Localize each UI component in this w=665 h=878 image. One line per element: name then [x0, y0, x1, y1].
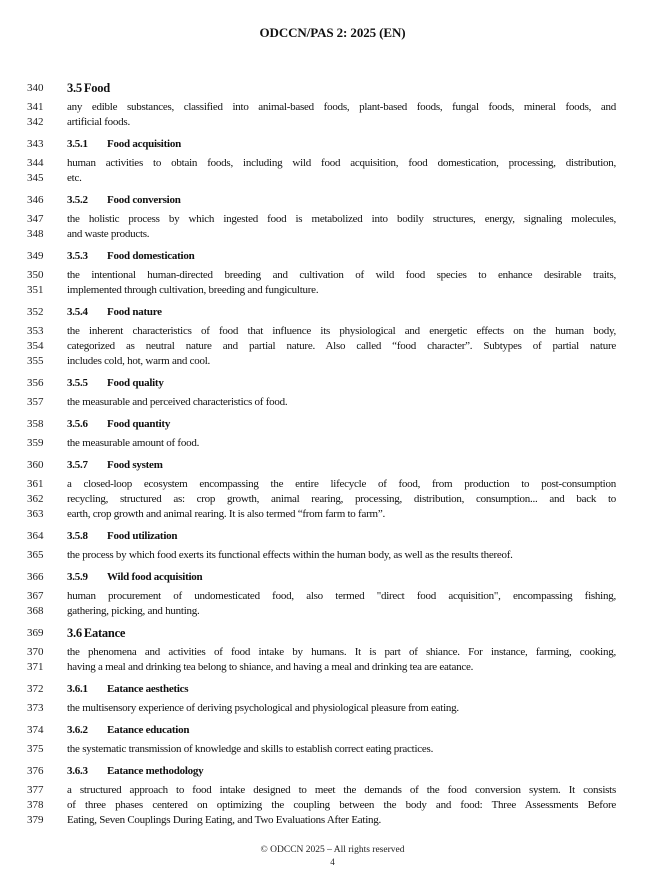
line-number: 362 [27, 493, 44, 505]
section-number: 3.5.4 [67, 306, 88, 318]
definition-paragraph [0, 589, 665, 623]
heading-text [67, 190, 616, 210]
section-number: 3.6.2 [67, 724, 88, 736]
line-number: 356 [27, 377, 44, 389]
paragraph-line: the process by which food exerts its functional effects within the human body, as well as the results thereof. [67, 549, 513, 561]
copyright-notice: © ODCCN 2025 – All rights reserved [260, 845, 405, 855]
line-number: 366 [27, 571, 44, 583]
term-heading [0, 761, 665, 783]
term-heading [0, 720, 665, 742]
line-number: 371 [27, 661, 44, 673]
heading-text [67, 455, 616, 475]
paragraph-line: and waste products. [67, 228, 150, 240]
line-number: 352 [27, 306, 44, 318]
section-heading [0, 623, 665, 645]
section-title: Food quantity [107, 418, 171, 430]
section-number: 3.5.6 [67, 418, 88, 430]
line-number: 365 [27, 549, 44, 561]
line-number: 375 [27, 743, 44, 755]
paragraph-line: etc. [67, 172, 82, 184]
line-number: 346 [27, 194, 44, 206]
heading-text [67, 679, 616, 699]
section-number: 3.5.5 [67, 377, 88, 389]
line-number: 345 [27, 172, 44, 184]
term-heading [0, 414, 665, 436]
paragraph-line: human procurement of undomesticated food, also termed "direct food acquisition", encompassing fishing, [67, 590, 616, 602]
heading-text [67, 720, 616, 740]
definition-paragraph [0, 742, 665, 761]
line-number: 350 [27, 269, 44, 281]
line-number: 358 [27, 418, 44, 430]
line-number: 379 [27, 814, 44, 826]
line-number: 363 [27, 508, 44, 520]
paragraph-line: the systematic transmission of knowledge and skills to establish correct eating practices. [67, 743, 434, 755]
paragraph-line: the measurable amount of food. [67, 437, 200, 449]
section-number: 3.6.1 [67, 683, 88, 695]
section-number: 3.5.3 [67, 250, 88, 262]
heading-text [67, 623, 616, 643]
line-number: 357 [27, 396, 44, 408]
paragraph-line: any edible substances, classified into animal-based foods, plant-based foods, fungal foods, mineral foods, and [67, 101, 616, 113]
definition-paragraph [0, 156, 665, 190]
line-number: 373 [27, 702, 44, 714]
line-number: 378 [27, 799, 44, 811]
definition-paragraph [0, 701, 665, 720]
paragraph-line: the measurable and perceived characteristics of food. [67, 396, 288, 408]
paragraph-line: Eating, Seven Couplings During Eating, and Two Evaluations After Eating. [67, 814, 382, 826]
page-footer [0, 845, 665, 867]
line-number: 341 [27, 101, 44, 113]
heading-text [67, 134, 616, 154]
line-number: 367 [27, 590, 44, 602]
term-heading [0, 190, 665, 212]
section-title: Wild food acquisition [107, 571, 203, 583]
section-number: 3.5.1 [67, 138, 88, 150]
section-title: Food utilization [107, 530, 178, 542]
definition-paragraph [0, 324, 665, 373]
paragraph-line: recycling, structured as: crop growth, animal rearing, processing, distribution, consumption... and back to [67, 493, 616, 505]
line-number: 370 [27, 646, 44, 658]
section-title: Eatance methodology [107, 765, 204, 777]
line-number: 374 [27, 724, 44, 736]
definition-paragraph [0, 783, 665, 832]
term-heading [0, 246, 665, 268]
definition-paragraph [0, 477, 665, 526]
line-number: 355 [27, 355, 44, 367]
term-heading [0, 567, 665, 589]
paragraph-line: human activities to obtain foods, including wild food acquisition, food domestication, processing, distribution, [67, 157, 616, 169]
section-heading [0, 78, 665, 100]
line-number: 368 [27, 605, 44, 617]
line-number: 347 [27, 213, 44, 225]
line-number: 359 [27, 437, 44, 449]
line-number: 361 [27, 478, 44, 490]
line-number: 377 [27, 784, 44, 796]
paragraph-line: the multisensory experience of deriving psychological and physiological pleasure from eating. [67, 702, 459, 714]
section-number: 3.5.2 [67, 194, 88, 206]
section-title: Food quality [107, 377, 164, 389]
heading-text [67, 761, 616, 781]
paragraph-line: the inherent characteristics of food that influence its physiological and energetic effects on the human body, [67, 325, 616, 337]
section-number: 3.5 [67, 81, 82, 95]
section-title: Eatance [83, 626, 126, 640]
paragraph-line: the intentional human-directed breeding and cultivation of wild food species to enhance desirable traits, [67, 269, 616, 281]
paragraph-line: having a meal and drinking tea belong to shiance, and having a meal and drinking tea are eatance. [67, 661, 474, 673]
line-number: 351 [27, 284, 44, 296]
paragraph-line: includes cold, hot, warm and cool. [67, 355, 211, 367]
section-number: 3.5.9 [67, 571, 88, 583]
section-title: Food domestication [107, 250, 195, 262]
term-heading [0, 526, 665, 548]
line-number: 376 [27, 765, 44, 777]
heading-text [67, 246, 616, 266]
term-heading [0, 134, 665, 156]
line-number: 340 [27, 82, 44, 94]
definition-paragraph [0, 268, 665, 302]
line-number: 343 [27, 138, 44, 150]
term-heading [0, 302, 665, 324]
definition-paragraph [0, 395, 665, 414]
line-number: 364 [27, 530, 44, 542]
heading-text [67, 567, 616, 587]
paragraph-line: categorized as neutral nature and partial nature. Also called “food character”. Subtypes of partial nature [67, 340, 616, 352]
heading-text [67, 414, 616, 434]
line-number: 354 [27, 340, 44, 352]
document-header: ODCCN/PAS 2: 2025 (EN) [259, 25, 406, 40]
document-body [0, 78, 665, 832]
paragraph-line: gathering, picking, and hunting. [67, 605, 200, 617]
section-title: Food conversion [107, 194, 181, 206]
page-number: 4 [330, 857, 335, 867]
term-heading [0, 679, 665, 701]
line-number: 369 [27, 627, 44, 639]
definition-paragraph [0, 436, 665, 455]
paragraph-line: a closed-loop ecosystem encompassing the entire lifecycle of food, from production to post-consumption [67, 478, 616, 490]
paragraph-line: of three phases centered on optimizing the coupling between the body and food: Three Assessments Before [67, 799, 616, 811]
line-number: 360 [27, 459, 44, 471]
line-number: 353 [27, 325, 44, 337]
heading-text [67, 526, 616, 546]
heading-text [67, 302, 616, 322]
definition-paragraph [0, 645, 665, 679]
paragraph-line: implemented through cultivation, breeding and fungiculture. [67, 284, 319, 296]
paragraph-line: artificial foods. [67, 116, 130, 128]
section-number: 3.5.8 [67, 530, 88, 542]
section-title: Eatance aesthetics [107, 683, 189, 695]
paragraph-line: the phenomena and activities of food intake by humans. It is part of shiance. For instance, farming, cooking, [67, 646, 616, 658]
line-number: 349 [27, 250, 44, 262]
heading-text [67, 78, 616, 98]
definition-paragraph [0, 212, 665, 246]
paragraph-line: the holistic process by which ingested food is metabolized into bodily structures, energy, signaling molecules, [67, 213, 616, 225]
section-title: Food system [107, 459, 163, 471]
section-title: Food [83, 81, 110, 95]
line-number: 372 [27, 683, 44, 695]
section-number: 3.6.3 [67, 765, 88, 777]
section-title: Food nature [107, 306, 162, 318]
line-number: 348 [27, 228, 44, 240]
paragraph-line: earth, crop growth and animal rearing. It is also termed “from farm to farm”. [67, 508, 385, 520]
line-number: 344 [27, 157, 44, 169]
section-title: Food acquisition [107, 138, 181, 150]
definition-paragraph [0, 548, 665, 567]
line-number: 342 [27, 116, 44, 128]
term-heading [0, 373, 665, 395]
definition-paragraph [0, 100, 665, 134]
paragraph-line: a structured approach to food intake designed to meet the demands of the food conversion system. It consists [67, 784, 616, 796]
term-heading [0, 455, 665, 477]
heading-text [67, 373, 616, 393]
section-number: 3.6 [67, 626, 82, 640]
section-number: 3.5.7 [67, 459, 88, 471]
section-title: Eatance education [107, 724, 190, 736]
